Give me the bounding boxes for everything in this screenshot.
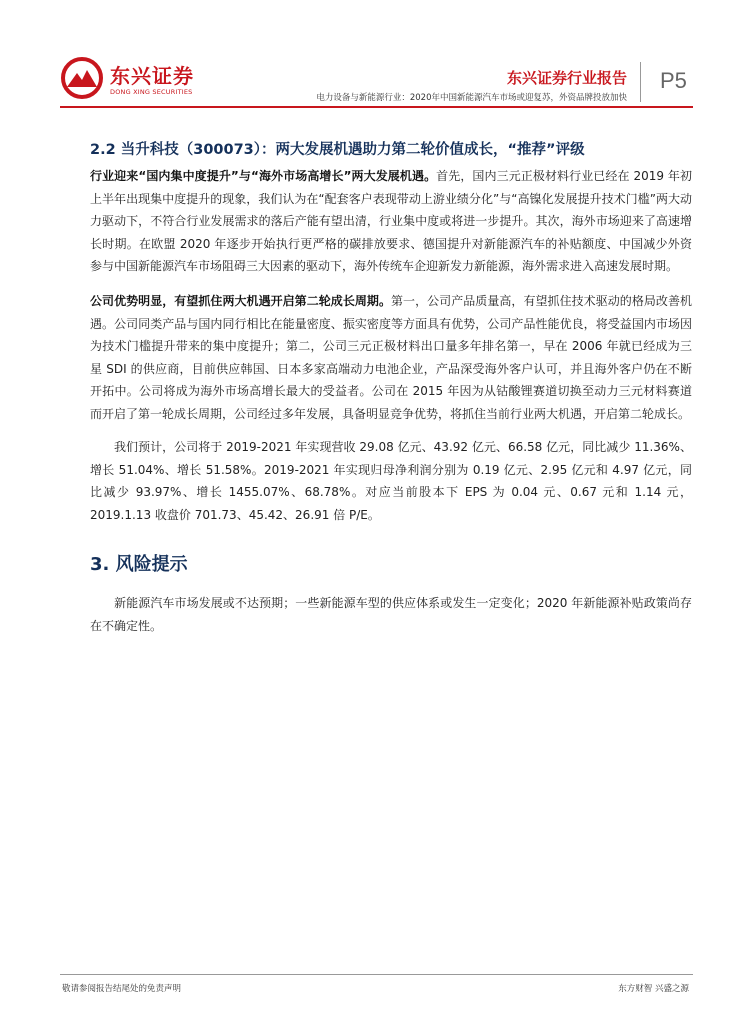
logo-brand-cn: 东兴证券: [110, 64, 194, 88]
section-2-2-heading: 2.2 当升科技（300073）：两大发展机遇助力第二轮价值成长，“推荐”评级: [90, 142, 585, 158]
footer-disclaimer: 敬请参阅报告结尾处的免责声明: [62, 984, 182, 994]
paragraph-lead: 行业迎来“国内集中度提升”与“海外市场高增长”两大发展机遇。: [90, 169, 437, 183]
paragraph-body: 首先，国内三元正极材料行业已经在 2019 年初上半年出现集中度提升的现象，我们认为在“配套客户表现带动上游业绩分化”与“高镍化发展提升技术门槛”两大动力驱动下，不符合行业发展需求的落后产能有望出清，行业集中度或将进一步提升。其次，海外市场迎来了高速增长时期。在欧盟 2020 年逐步开始执行更严格的碳排放要求、德国提升对新能源汽车的补贴额度、中国减少外资参与中国新能源汽车市场阻碍三大因素的驱动下，海外传统车企迎新发力新能源，海外需求进入高速发展时期。: [90, 169, 692, 273]
company-logo: [60, 56, 210, 104]
footer-rule: [60, 974, 693, 975]
paragraph-body: 新能源汽车市场发展或不达预期；一些新能源车型的供应体系或发生一定变化；2020 年新能源补贴政策尚存在不确定性。: [90, 596, 692, 633]
logo-emblem-icon: [60, 56, 104, 100]
paragraph-industry-opportunity: [90, 165, 692, 278]
paragraph-forecast: [90, 436, 692, 526]
paragraph-body: 我们预计，公司将于 2019-2021 年实现营收 29.08 亿元、43.92 亿元、66.58 亿元，同比减少 11.36%、增长 51.04%、增长 51.58%。2019-2021 年实现归母净利润分别为 0.19 亿元、2.95 亿元和 4.97 亿元，同比减少 93.97%、增长 1455.07%、68.78%。对应当前股本下 EPS 为 0.04 元、0.67 元和 1.14 元，2019.1.13 收盘价 701.73、45.42、26.91 倍 P/E。: [90, 440, 692, 522]
footer-slogan: 东方财智 兴盛之源: [618, 984, 689, 994]
report-type-title: 东兴证券行业报告: [506, 69, 627, 87]
section-3-heading: 3. 风险提示: [90, 554, 188, 575]
report-subtitle: 电力设备与新能源行业：2020年中国新能源汽车市场或迎复苏，外资品牌投放加快: [316, 93, 627, 103]
header-divider: [640, 62, 641, 102]
page-number: P5: [660, 68, 687, 93]
logo-brand-en: DONG XING SECURITIES: [110, 88, 193, 96]
header-rule: [60, 106, 693, 108]
paragraph-body: 第一，公司产品质量高，有望抓住技术驱动的格局改善机遇。公司同类产品与国内同行相比在能量密度、振实密度等方面具有优势，公司产品性能优良，将受益国内市场因为技术门槛提升带来的集中度提升；第二，公司三元正极材料出口量多年排名第一，早在 2006 年就已经成为三星 SDI 的供应商，目前供应韩国、日本多家高端动力电池企业，产品深受海外客户认可，并且海外客户仍在不断开拓中。公司将成为海外市场高增长最大的受益者。公司在 2015 年因为从钴酸锂赛道切换至动力三元材料赛道而开启了第一轮成长周期，公司经过多年发展，具备明显竞争优势，将抓住当前行业两大机遇，开启第二轮成长。: [90, 294, 692, 421]
paragraph-company-advantage: [90, 290, 692, 425]
paragraph-lead: 公司优势明显，有望抓住两大机遇开启第二轮成长周期。: [90, 294, 392, 308]
paragraph-risk: [90, 592, 692, 637]
